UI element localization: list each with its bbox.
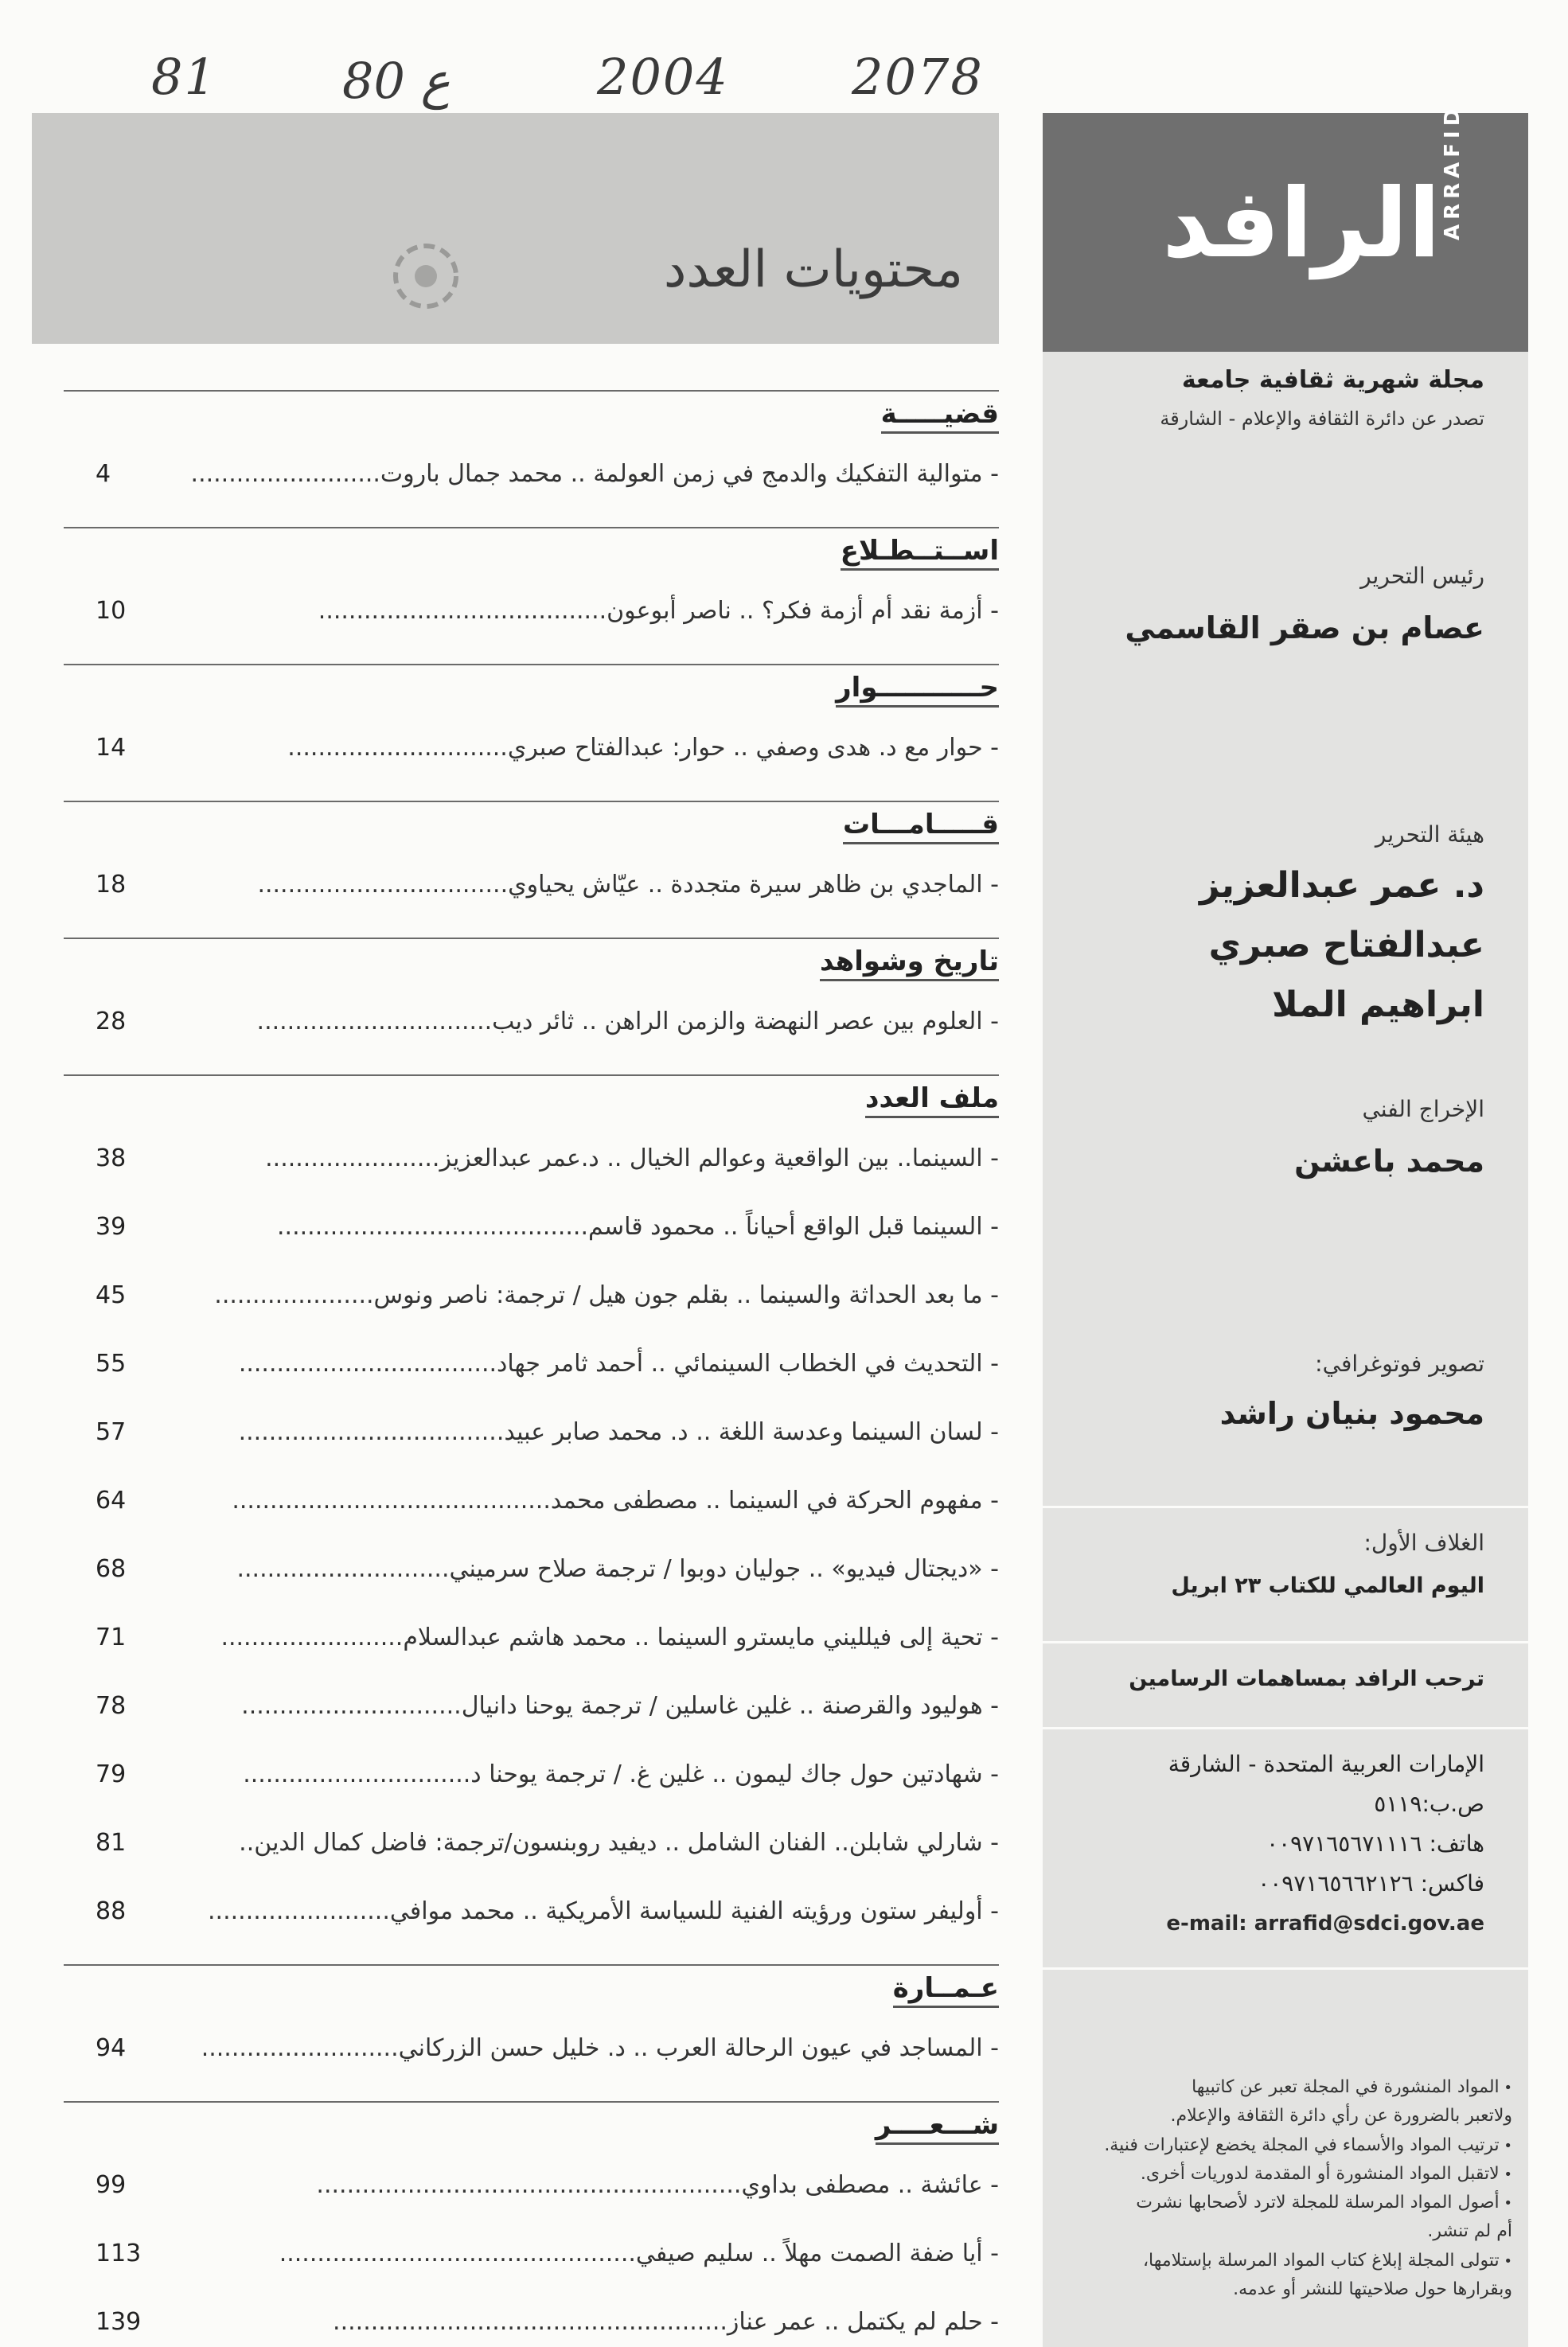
toc-entry[interactable] bbox=[64, 1674, 999, 1743]
toc-entry[interactable] bbox=[64, 1127, 999, 1195]
entry-title: - مفهوم الحركة في السينما .. مصطفى محمد.......................................... bbox=[232, 1487, 999, 1515]
entry-title: - الماجدي بن ظاهر سيرة متجددة .. عيّاش يحياوي................................. bbox=[257, 871, 999, 899]
handwriting-mark: 80 ع bbox=[342, 52, 451, 110]
section-divider bbox=[1043, 1727, 1528, 1729]
entry-title: - ما بعد الحداثة والسينما .. بقلم جون هيل / ترجمة: ناصر ونوس..................... bbox=[214, 1281, 999, 1309]
toc-entry[interactable] bbox=[64, 1811, 999, 1880]
handwriting-mark: 81 bbox=[151, 48, 217, 106]
entry-title: - حلم لم يكتمل .. عمر عناز.................................................... bbox=[333, 2308, 999, 2336]
section-title: حـــــــــــوار bbox=[836, 672, 999, 708]
entry-title: - حوار مع د. هدى وصفي .. حوار: عبدالفتاح صبري............................. bbox=[287, 734, 999, 762]
cover-description: اليوم العالمي للكتاب ٢٣ ابريل bbox=[1171, 1573, 1484, 1598]
entry-page-number: 10 bbox=[96, 597, 127, 625]
entry-title: - «ديجتال فيديو» .. جوليان دوبوا / ترجمة صلاح سرميني............................ bbox=[236, 1555, 999, 1583]
section-rule bbox=[64, 664, 999, 665]
section-rule bbox=[64, 938, 999, 939]
board-member: د. عمر عبدالعزيز bbox=[1199, 865, 1484, 906]
ink-stamp-icon bbox=[366, 216, 486, 336]
entry-page-number: 45 bbox=[96, 1281, 127, 1309]
entry-page-number: 14 bbox=[96, 734, 127, 762]
toc-section-header bbox=[64, 785, 999, 853]
section-title: شـــعــــر bbox=[876, 2109, 999, 2145]
toc-entry[interactable] bbox=[64, 1538, 999, 1606]
note-line: ولاتعبر بالضرورة عن رأي دائرة الثقافة والإعلام. bbox=[1170, 2106, 1512, 2127]
note-line: • لاتقبل المواد المنشورة أو المقدمة لدوريات أخرى. bbox=[1098, 2160, 1512, 2189]
toc-entry[interactable] bbox=[64, 1401, 999, 1469]
entry-title: - تحية إلى فيلليني مايسترو السينما .. محمد هاشم عبدالسلام........................ bbox=[220, 1624, 999, 1651]
note-line: وبقرارها حول صلاحيتها للنشر أو عدمه. bbox=[1233, 2279, 1512, 2300]
section-rule bbox=[64, 2101, 999, 2103]
note-line: • أصول المواد المرسلة للمجلة لاترد لأصحابها نشرت bbox=[1098, 2189, 1512, 2217]
note-line: • ترتيب المواد والأسماء في المجلة يخضع لإعتبارات فنية. bbox=[1098, 2131, 1512, 2160]
info-sidebar bbox=[1043, 352, 1528, 2347]
entry-title: - التحديث في الخطاب السينمائي .. أحمد ثامر جهاد.................................. bbox=[238, 1350, 999, 1378]
table-of-contents bbox=[64, 374, 999, 2347]
section-title: اســتــطـلاع bbox=[841, 535, 999, 571]
fax-number: فاكس: ٠٠٩٧١٦٥٦٦٢١٢٦ bbox=[1258, 1870, 1484, 1897]
toc-entry[interactable] bbox=[64, 1332, 999, 1401]
entry-page-number: 79 bbox=[96, 1760, 127, 1788]
email-address: e-mail: arrafid@sdci.gov.ae bbox=[1166, 1912, 1484, 1936]
toc-entry[interactable] bbox=[64, 853, 999, 922]
photographer-name: محمود بنيان راشد bbox=[1219, 1396, 1484, 1431]
toc-section-header bbox=[64, 922, 999, 990]
entry-title: - العلوم بين عصر النهضة والزمن الراهن .. ثائر ديب............................... bbox=[256, 1008, 999, 1035]
handwriting-mark: 2004 bbox=[597, 48, 729, 106]
address: الإمارات العربية المتحدة - الشارقة bbox=[1168, 1751, 1484, 1777]
art-director-name: محمد باعشن bbox=[1294, 1144, 1484, 1179]
entry-title: - عائشة .. مصطفى بداوي........................................................ bbox=[316, 2171, 999, 2199]
toc-entry[interactable] bbox=[64, 442, 999, 511]
entry-page-number: 99 bbox=[96, 2171, 127, 2199]
entry-page-number: 81 bbox=[96, 1829, 127, 1857]
editor-in-chief-name: عصام بن صقر القاسمي bbox=[1125, 610, 1484, 645]
section-rule bbox=[64, 801, 999, 802]
toc-entry[interactable] bbox=[64, 1880, 999, 1948]
entry-title: - لسان السينما وعدسة اللغة .. د. محمد صابر عبيد................................... bbox=[238, 1418, 999, 1446]
toc-entry[interactable] bbox=[64, 716, 999, 785]
entry-page-number: 4 bbox=[96, 460, 111, 488]
photography-label: تصوير فوتوغرافي: bbox=[1315, 1351, 1484, 1377]
entry-page-number: 18 bbox=[96, 871, 127, 899]
toc-section-header bbox=[64, 1058, 999, 1127]
masthead bbox=[1043, 103, 1528, 352]
section-rule bbox=[64, 1074, 999, 1076]
welcome-note: ترحب الرافد بمساهمات الرسامين bbox=[1129, 1667, 1484, 1691]
toc-entry[interactable] bbox=[64, 1743, 999, 1811]
note-line: • المواد المنشورة في المجلة تعبر عن كاتبيها bbox=[1098, 2073, 1512, 2102]
entry-page-number: 78 bbox=[96, 1692, 127, 1720]
section-divider bbox=[1043, 1506, 1528, 1508]
board-member: عبدالفتاح صبري bbox=[1208, 925, 1484, 965]
section-title: عـمــارة bbox=[893, 1972, 999, 2008]
entry-page-number: 64 bbox=[96, 1487, 127, 1515]
editorial-notes bbox=[1098, 2073, 1512, 2304]
section-divider bbox=[1043, 1641, 1528, 1643]
toc-entry[interactable] bbox=[64, 2290, 999, 2347]
entry-page-number: 28 bbox=[96, 1008, 127, 1035]
section-rule bbox=[64, 527, 999, 528]
toc-section-header bbox=[64, 648, 999, 716]
toc-entry[interactable] bbox=[64, 579, 999, 648]
entry-title: - أوليفر ستون ورؤيته الفنية للسياسة الأمريكية .. محمد موافي........................ bbox=[208, 1897, 999, 1925]
toc-section-header bbox=[64, 374, 999, 442]
entry-page-number: 68 bbox=[96, 1555, 127, 1583]
entry-page-number: 113 bbox=[96, 2240, 142, 2267]
toc-entry[interactable] bbox=[64, 2017, 999, 2085]
entry-page-number: 38 bbox=[96, 1144, 127, 1172]
entry-title: - أيا ضفة الصمت مهلاً .. سليم صيفي............................................... bbox=[279, 2240, 999, 2267]
entry-title: - شارلي شابلن.. الفنان الشامل .. ديفيد روبنسون/ترجمة: فاضل كمال الدين.. bbox=[239, 1829, 999, 1857]
entry-title: - المساجد في عيون الرحالة العرب .. د. خليل حسن الزركاني.......................... bbox=[201, 2034, 999, 2062]
section-title: قـــــامـــات bbox=[843, 809, 999, 844]
po-box: ص.ب:٥١١٩ bbox=[1374, 1791, 1484, 1817]
entry-title: - متوالية التفكيك والدمج في زمن العولمة .. محمد جمال باروت......................... bbox=[190, 460, 999, 488]
editor-in-chief-label: رئيس التحرير bbox=[1360, 563, 1484, 589]
logo-english: ARRAFID bbox=[1441, 103, 1465, 240]
entry-page-number: 71 bbox=[96, 1624, 127, 1651]
section-rule bbox=[64, 390, 999, 392]
entry-title: - السينما.. بين الواقعية وعوالم الخيال .. د.عمر عبدالعزيز....................... bbox=[265, 1144, 999, 1172]
entry-page-number: 94 bbox=[96, 2034, 127, 2062]
toc-section-header bbox=[64, 2085, 999, 2154]
toc-entry[interactable] bbox=[64, 990, 999, 1058]
toc-entry[interactable] bbox=[64, 1195, 999, 1264]
editorial-board-label: هيئة التحرير bbox=[1375, 821, 1484, 848]
toc-entry[interactable] bbox=[64, 2222, 999, 2290]
handwriting-mark: 2078 bbox=[852, 48, 984, 106]
publisher-line: تصدر عن دائرة الثقافة والإعلام - الشارقة bbox=[1160, 407, 1484, 430]
section-rule bbox=[64, 1964, 999, 1966]
section-divider bbox=[1043, 1967, 1528, 1970]
toc-entry[interactable] bbox=[64, 1264, 999, 1332]
board-member: ابراهيم الملا bbox=[1272, 984, 1484, 1025]
entry-page-number: 139 bbox=[96, 2308, 142, 2336]
section-title: ملف العدد bbox=[865, 1082, 999, 1118]
magazine-tagline: مجلة شهرية ثقافية جامعة bbox=[1181, 366, 1484, 394]
note-line: أم لم تنشر. bbox=[1427, 2221, 1512, 2242]
entry-page-number: 57 bbox=[96, 1418, 127, 1446]
entry-title: - شهادتين حول جاك ليمون .. غلين غ. / ترجمة يوحنا د.............................. bbox=[243, 1760, 999, 1788]
section-title: قضيـــــة bbox=[881, 398, 999, 434]
note-line: • تتولى المجلة إبلاغ كتاب المواد المرسلة بإستلامها، bbox=[1098, 2247, 1512, 2275]
contents-title-band bbox=[32, 113, 999, 344]
toc-section-header bbox=[64, 511, 999, 579]
toc-entry[interactable] bbox=[64, 2154, 999, 2222]
entry-page-number: 39 bbox=[96, 1213, 127, 1241]
entry-title: - أزمة نقد أم أزمة فكر؟ .. ناصر أبوعون...................................... bbox=[318, 597, 999, 625]
logo-arabic: الرافد bbox=[1162, 169, 1441, 279]
entry-title: - هوليود والقرصنة .. غلين غاسلين / ترجمة يوحنا دانيال............................. bbox=[241, 1692, 999, 1720]
toc-entry[interactable] bbox=[64, 1469, 999, 1538]
entry-page-number: 88 bbox=[96, 1897, 127, 1925]
entry-page-number: 55 bbox=[96, 1350, 127, 1378]
phone-number: هاتف: ٠٠٩٧١٦٥٦٧١١١٦ bbox=[1266, 1830, 1484, 1857]
page-title: محتويات العدد bbox=[663, 240, 963, 299]
cover-label: الغلاف الأول: bbox=[1363, 1530, 1484, 1556]
art-direction-label: الإخراج الفني bbox=[1362, 1096, 1484, 1122]
toc-entry[interactable] bbox=[64, 1606, 999, 1674]
entry-title: - السينما قبل الواقع أحياناً .. محمود قاسم......................................... bbox=[277, 1213, 999, 1241]
toc-section-header bbox=[64, 1948, 999, 2017]
section-title: تاريخ وشواهد bbox=[820, 945, 999, 981]
